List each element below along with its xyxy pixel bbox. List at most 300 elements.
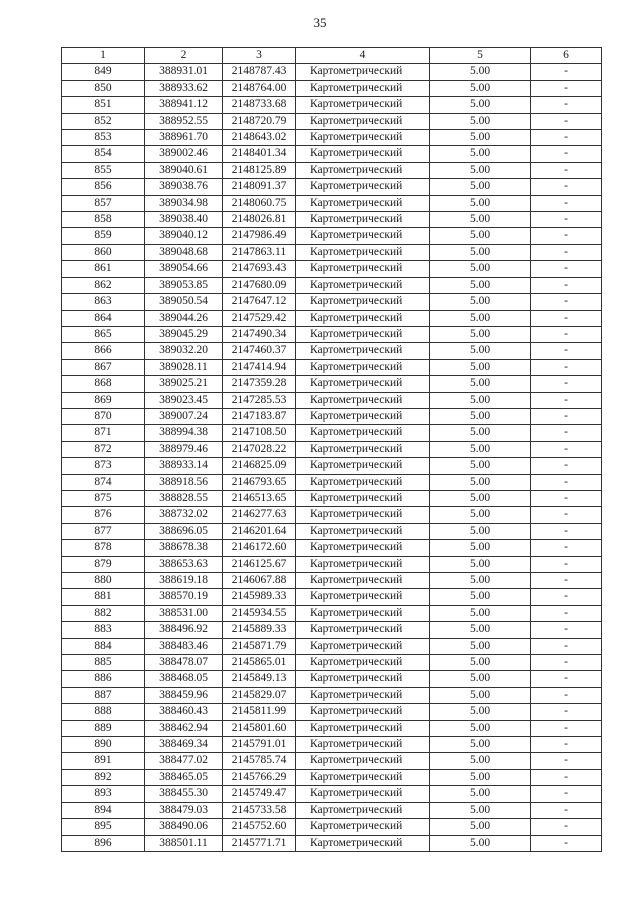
method-cell: Картометрический: [296, 753, 430, 769]
note-cell: -: [531, 507, 602, 523]
method-cell: Картометрический: [296, 376, 430, 392]
method-cell: Картометрический: [296, 425, 430, 441]
note-cell: -: [531, 261, 602, 277]
accuracy-cell: 5.00: [430, 786, 531, 802]
method-cell: Картометрический: [296, 605, 430, 621]
table-row: [62, 376, 602, 392]
method-cell: Картометрический: [296, 638, 430, 654]
point-number-cell: 863: [62, 294, 145, 310]
x-coordinate-cell: 388918.56: [145, 474, 223, 490]
point-number-cell: 876: [62, 507, 145, 523]
note-cell: -: [531, 622, 602, 638]
method-cell: Картометрический: [296, 130, 430, 146]
accuracy-cell: 5.00: [430, 819, 531, 835]
method-cell: Картометрический: [296, 179, 430, 195]
point-number-cell: 877: [62, 523, 145, 539]
table-row: [62, 212, 602, 228]
y-coordinate-cell: 2148401.34: [223, 146, 296, 162]
x-coordinate-cell: 388678.38: [145, 540, 223, 556]
table-row: [62, 819, 602, 835]
column-header: 4: [296, 48, 430, 64]
note-cell: -: [531, 540, 602, 556]
y-coordinate-cell: 2145865.01: [223, 655, 296, 671]
note-cell: -: [531, 195, 602, 211]
note-cell: -: [531, 244, 602, 260]
table-row: [62, 655, 602, 671]
accuracy-cell: 5.00: [430, 573, 531, 589]
table-row: [62, 704, 602, 720]
x-coordinate-cell: 389040.12: [145, 228, 223, 244]
table-row: [62, 786, 602, 802]
point-number-cell: 850: [62, 80, 145, 96]
accuracy-cell: 5.00: [430, 523, 531, 539]
point-number-cell: 891: [62, 753, 145, 769]
method-cell: Картометрический: [296, 162, 430, 178]
y-coordinate-cell: 2145934.55: [223, 605, 296, 621]
note-cell: -: [531, 769, 602, 785]
table-body: [62, 64, 602, 852]
point-number-cell: 883: [62, 622, 145, 638]
point-number-cell: 881: [62, 589, 145, 605]
note-cell: -: [531, 687, 602, 703]
point-number-cell: 855: [62, 162, 145, 178]
accuracy-cell: 5.00: [430, 425, 531, 441]
note-cell: -: [531, 704, 602, 720]
point-number-cell: 864: [62, 310, 145, 326]
y-coordinate-cell: 2145752.60: [223, 819, 296, 835]
y-coordinate-cell: 2147863.11: [223, 244, 296, 260]
x-coordinate-cell: 389025.21: [145, 376, 223, 392]
point-number-cell: 880: [62, 573, 145, 589]
x-coordinate-cell: 389048.68: [145, 244, 223, 260]
accuracy-cell: 5.00: [430, 244, 531, 260]
method-cell: Картометрический: [296, 408, 430, 424]
method-cell: Картометрический: [296, 540, 430, 556]
method-cell: Картометрический: [296, 671, 430, 687]
accuracy-cell: 5.00: [430, 589, 531, 605]
y-coordinate-cell: 2148720.79: [223, 113, 296, 129]
accuracy-cell: 5.00: [430, 130, 531, 146]
accuracy-cell: 5.00: [430, 737, 531, 753]
y-coordinate-cell: 2148764.00: [223, 80, 296, 96]
coordinates-table: [61, 47, 602, 852]
y-coordinate-cell: 2145791.01: [223, 737, 296, 753]
x-coordinate-cell: 389053.85: [145, 277, 223, 293]
x-coordinate-cell: 389007.24: [145, 408, 223, 424]
accuracy-cell: 5.00: [430, 490, 531, 506]
method-cell: Картометрический: [296, 343, 430, 359]
point-number-cell: 856: [62, 179, 145, 195]
table-row: [62, 441, 602, 457]
table-row: [62, 64, 602, 80]
x-coordinate-cell: 389040.61: [145, 162, 223, 178]
note-cell: -: [531, 474, 602, 490]
point-number-cell: 851: [62, 97, 145, 113]
point-number-cell: 861: [62, 261, 145, 277]
point-number-cell: 887: [62, 687, 145, 703]
table-row: [62, 556, 602, 572]
x-coordinate-cell: 388941.12: [145, 97, 223, 113]
y-coordinate-cell: 2145733.58: [223, 802, 296, 818]
table-row: [62, 162, 602, 178]
note-cell: -: [531, 80, 602, 96]
point-number-cell: 862: [62, 277, 145, 293]
y-coordinate-cell: 2146277.63: [223, 507, 296, 523]
note-cell: -: [531, 294, 602, 310]
accuracy-cell: 5.00: [430, 687, 531, 703]
x-coordinate-cell: 388468.05: [145, 671, 223, 687]
note-cell: -: [531, 638, 602, 654]
point-number-cell: 867: [62, 359, 145, 375]
point-number-cell: 872: [62, 441, 145, 457]
accuracy-cell: 5.00: [430, 310, 531, 326]
method-cell: Картометрический: [296, 392, 430, 408]
column-header: 1: [62, 48, 145, 64]
y-coordinate-cell: 2148125.89: [223, 162, 296, 178]
note-cell: -: [531, 655, 602, 671]
point-number-cell: 890: [62, 737, 145, 753]
x-coordinate-cell: 389023.45: [145, 392, 223, 408]
note-cell: -: [531, 162, 602, 178]
note-cell: -: [531, 113, 602, 129]
point-number-cell: 870: [62, 408, 145, 424]
note-cell: -: [531, 64, 602, 80]
y-coordinate-cell: 2147108.50: [223, 425, 296, 441]
method-cell: Картометрический: [296, 589, 430, 605]
accuracy-cell: 5.00: [430, 97, 531, 113]
accuracy-cell: 5.00: [430, 212, 531, 228]
method-cell: Картометрический: [296, 786, 430, 802]
method-cell: Картометрический: [296, 655, 430, 671]
note-cell: -: [531, 146, 602, 162]
table-row: [62, 179, 602, 195]
point-number-cell: 893: [62, 786, 145, 802]
x-coordinate-cell: 388479.03: [145, 802, 223, 818]
note-cell: -: [531, 441, 602, 457]
note-cell: -: [531, 343, 602, 359]
x-coordinate-cell: 388961.70: [145, 130, 223, 146]
method-cell: Картометрический: [296, 359, 430, 375]
x-coordinate-cell: 388460.43: [145, 704, 223, 720]
note-cell: -: [531, 359, 602, 375]
accuracy-cell: 5.00: [430, 228, 531, 244]
note-cell: -: [531, 819, 602, 835]
x-coordinate-cell: 388490.06: [145, 819, 223, 835]
method-cell: Картометрический: [296, 720, 430, 736]
note-cell: -: [531, 376, 602, 392]
point-number-cell: 882: [62, 605, 145, 621]
accuracy-cell: 5.00: [430, 64, 531, 80]
x-coordinate-cell: 388952.55: [145, 113, 223, 129]
point-number-cell: 857: [62, 195, 145, 211]
point-number-cell: 852: [62, 113, 145, 129]
method-cell: Картометрический: [296, 769, 430, 785]
y-coordinate-cell: 2147285.53: [223, 392, 296, 408]
point-number-cell: 860: [62, 244, 145, 260]
table-row: [62, 589, 602, 605]
method-cell: Картометрический: [296, 195, 430, 211]
method-cell: Картометрический: [296, 97, 430, 113]
x-coordinate-cell: 388501.11: [145, 835, 223, 851]
table-header-row: [62, 48, 602, 64]
note-cell: -: [531, 228, 602, 244]
x-coordinate-cell: 388531.00: [145, 605, 223, 621]
table-row: [62, 113, 602, 129]
table-row: [62, 835, 602, 851]
table-row: [62, 490, 602, 506]
accuracy-cell: 5.00: [430, 277, 531, 293]
note-cell: -: [531, 589, 602, 605]
column-header: 6: [531, 48, 602, 64]
note-cell: -: [531, 556, 602, 572]
y-coordinate-cell: 2147414.94: [223, 359, 296, 375]
note-cell: -: [531, 573, 602, 589]
note-cell: -: [531, 605, 602, 621]
y-coordinate-cell: 2145801.60: [223, 720, 296, 736]
accuracy-cell: 5.00: [430, 556, 531, 572]
y-coordinate-cell: 2146172.60: [223, 540, 296, 556]
x-coordinate-cell: 389032.20: [145, 343, 223, 359]
x-coordinate-cell: 388496.92: [145, 622, 223, 638]
y-coordinate-cell: 2146125.67: [223, 556, 296, 572]
point-number-cell: 865: [62, 326, 145, 342]
method-cell: Картометрический: [296, 737, 430, 753]
note-cell: -: [531, 179, 602, 195]
y-coordinate-cell: 2147359.28: [223, 376, 296, 392]
note-cell: -: [531, 130, 602, 146]
x-coordinate-cell: 388570.19: [145, 589, 223, 605]
x-coordinate-cell: 388455.30: [145, 786, 223, 802]
y-coordinate-cell: 2148026.81: [223, 212, 296, 228]
method-cell: Картометрический: [296, 523, 430, 539]
x-coordinate-cell: 388696.05: [145, 523, 223, 539]
method-cell: Картометрический: [296, 294, 430, 310]
method-cell: Картометрический: [296, 573, 430, 589]
method-cell: Картометрический: [296, 212, 430, 228]
y-coordinate-cell: 2148060.75: [223, 195, 296, 211]
accuracy-cell: 5.00: [430, 753, 531, 769]
table-row: [62, 97, 602, 113]
accuracy-cell: 5.00: [430, 294, 531, 310]
accuracy-cell: 5.00: [430, 113, 531, 129]
y-coordinate-cell: 2148643.02: [223, 130, 296, 146]
table-row: [62, 195, 602, 211]
y-coordinate-cell: 2145989.33: [223, 589, 296, 605]
y-coordinate-cell: 2147986.49: [223, 228, 296, 244]
note-cell: -: [531, 408, 602, 424]
table-row: [62, 146, 602, 162]
y-coordinate-cell: 2145766.29: [223, 769, 296, 785]
method-cell: Картометрический: [296, 819, 430, 835]
note-cell: -: [531, 326, 602, 342]
table-row: [62, 228, 602, 244]
accuracy-cell: 5.00: [430, 261, 531, 277]
table-row: [62, 359, 602, 375]
note-cell: -: [531, 737, 602, 753]
y-coordinate-cell: 2145849.13: [223, 671, 296, 687]
point-number-cell: 871: [62, 425, 145, 441]
y-coordinate-cell: 2147680.09: [223, 277, 296, 293]
y-coordinate-cell: 2145811.99: [223, 704, 296, 720]
accuracy-cell: 5.00: [430, 622, 531, 638]
x-coordinate-cell: 388459.96: [145, 687, 223, 703]
accuracy-cell: 5.00: [430, 540, 531, 556]
method-cell: Картометрический: [296, 474, 430, 490]
y-coordinate-cell: 2146067.88: [223, 573, 296, 589]
column-header: 5: [430, 48, 531, 64]
point-number-cell: 866: [62, 343, 145, 359]
note-cell: -: [531, 392, 602, 408]
x-coordinate-cell: 388933.62: [145, 80, 223, 96]
table-row: [62, 80, 602, 96]
point-number-cell: 874: [62, 474, 145, 490]
accuracy-cell: 5.00: [430, 458, 531, 474]
accuracy-cell: 5.00: [430, 326, 531, 342]
accuracy-cell: 5.00: [430, 441, 531, 457]
method-cell: Картометрический: [296, 64, 430, 80]
table-row: [62, 605, 602, 621]
table-row: [62, 244, 602, 260]
point-number-cell: 879: [62, 556, 145, 572]
method-cell: Картометрический: [296, 556, 430, 572]
accuracy-cell: 5.00: [430, 769, 531, 785]
point-number-cell: 894: [62, 802, 145, 818]
x-coordinate-cell: 388732.02: [145, 507, 223, 523]
accuracy-cell: 5.00: [430, 376, 531, 392]
x-coordinate-cell: 388469.34: [145, 737, 223, 753]
note-cell: -: [531, 671, 602, 687]
x-coordinate-cell: 389044.26: [145, 310, 223, 326]
accuracy-cell: 5.00: [430, 162, 531, 178]
note-cell: -: [531, 425, 602, 441]
x-coordinate-cell: 388477.02: [145, 753, 223, 769]
point-number-cell: 895: [62, 819, 145, 835]
x-coordinate-cell: 388465.05: [145, 769, 223, 785]
y-coordinate-cell: 2146513.65: [223, 490, 296, 506]
x-coordinate-cell: 388462.94: [145, 720, 223, 736]
table-row: [62, 392, 602, 408]
table-row: [62, 326, 602, 342]
x-coordinate-cell: 389050.54: [145, 294, 223, 310]
x-coordinate-cell: 389028.11: [145, 359, 223, 375]
table-row: [62, 130, 602, 146]
y-coordinate-cell: 2147183.87: [223, 408, 296, 424]
y-coordinate-cell: 2148733.68: [223, 97, 296, 113]
table-row: [62, 753, 602, 769]
x-coordinate-cell: 389045.29: [145, 326, 223, 342]
method-cell: Картометрический: [296, 507, 430, 523]
page-number: 35: [313, 15, 327, 30]
y-coordinate-cell: 2145749.47: [223, 786, 296, 802]
point-number-cell: 875: [62, 490, 145, 506]
point-number-cell: 888: [62, 704, 145, 720]
accuracy-cell: 5.00: [430, 343, 531, 359]
accuracy-cell: 5.00: [430, 704, 531, 720]
accuracy-cell: 5.00: [430, 655, 531, 671]
accuracy-cell: 5.00: [430, 392, 531, 408]
table-row: [62, 310, 602, 326]
accuracy-cell: 5.00: [430, 195, 531, 211]
y-coordinate-cell: 2148787.43: [223, 64, 296, 80]
accuracy-cell: 5.00: [430, 146, 531, 162]
table-row: [62, 573, 602, 589]
accuracy-cell: 5.00: [430, 80, 531, 96]
note-cell: -: [531, 277, 602, 293]
note-cell: -: [531, 523, 602, 539]
table-row: [62, 261, 602, 277]
accuracy-cell: 5.00: [430, 671, 531, 687]
y-coordinate-cell: 2146201.64: [223, 523, 296, 539]
table-row: [62, 687, 602, 703]
point-number-cell: 858: [62, 212, 145, 228]
x-coordinate-cell: 388979.46: [145, 441, 223, 457]
note-cell: -: [531, 490, 602, 506]
x-coordinate-cell: 388933.14: [145, 458, 223, 474]
table-row: [62, 638, 602, 654]
note-cell: -: [531, 97, 602, 113]
point-number-cell: 885: [62, 655, 145, 671]
table-row: [62, 671, 602, 687]
accuracy-cell: 5.00: [430, 835, 531, 851]
point-number-cell: 853: [62, 130, 145, 146]
method-cell: Картометрический: [296, 277, 430, 293]
table-row: [62, 540, 602, 556]
method-cell: Картометрический: [296, 704, 430, 720]
table-row: [62, 277, 602, 293]
note-cell: -: [531, 212, 602, 228]
point-number-cell: 873: [62, 458, 145, 474]
y-coordinate-cell: 2147490.34: [223, 326, 296, 342]
y-coordinate-cell: 2148091.37: [223, 179, 296, 195]
y-coordinate-cell: 2145829.07: [223, 687, 296, 703]
accuracy-cell: 5.00: [430, 359, 531, 375]
method-cell: Картометрический: [296, 310, 430, 326]
method-cell: Картометрический: [296, 80, 430, 96]
table-row: [62, 769, 602, 785]
method-cell: Картометрический: [296, 687, 430, 703]
method-cell: Картометрический: [296, 326, 430, 342]
x-coordinate-cell: 389002.46: [145, 146, 223, 162]
point-number-cell: 859: [62, 228, 145, 244]
y-coordinate-cell: 2146825.09: [223, 458, 296, 474]
point-number-cell: 849: [62, 64, 145, 80]
table-row: [62, 523, 602, 539]
method-cell: Картометрический: [296, 835, 430, 851]
x-coordinate-cell: 388483.46: [145, 638, 223, 654]
y-coordinate-cell: 2147647.12: [223, 294, 296, 310]
table-row: [62, 507, 602, 523]
note-cell: -: [531, 720, 602, 736]
x-coordinate-cell: 389034.98: [145, 195, 223, 211]
y-coordinate-cell: 2146793.65: [223, 474, 296, 490]
table-row: [62, 802, 602, 818]
y-coordinate-cell: 2145785.74: [223, 753, 296, 769]
method-cell: Картометрический: [296, 490, 430, 506]
point-number-cell: 886: [62, 671, 145, 687]
x-coordinate-cell: 389054.66: [145, 261, 223, 277]
x-coordinate-cell: 388828.55: [145, 490, 223, 506]
accuracy-cell: 5.00: [430, 720, 531, 736]
x-coordinate-cell: 388653.63: [145, 556, 223, 572]
note-cell: -: [531, 458, 602, 474]
method-cell: Картометрический: [296, 146, 430, 162]
x-coordinate-cell: 389038.76: [145, 179, 223, 195]
point-number-cell: 869: [62, 392, 145, 408]
x-coordinate-cell: 388994.38: [145, 425, 223, 441]
accuracy-cell: 5.00: [430, 408, 531, 424]
column-header: 3: [223, 48, 296, 64]
accuracy-cell: 5.00: [430, 605, 531, 621]
